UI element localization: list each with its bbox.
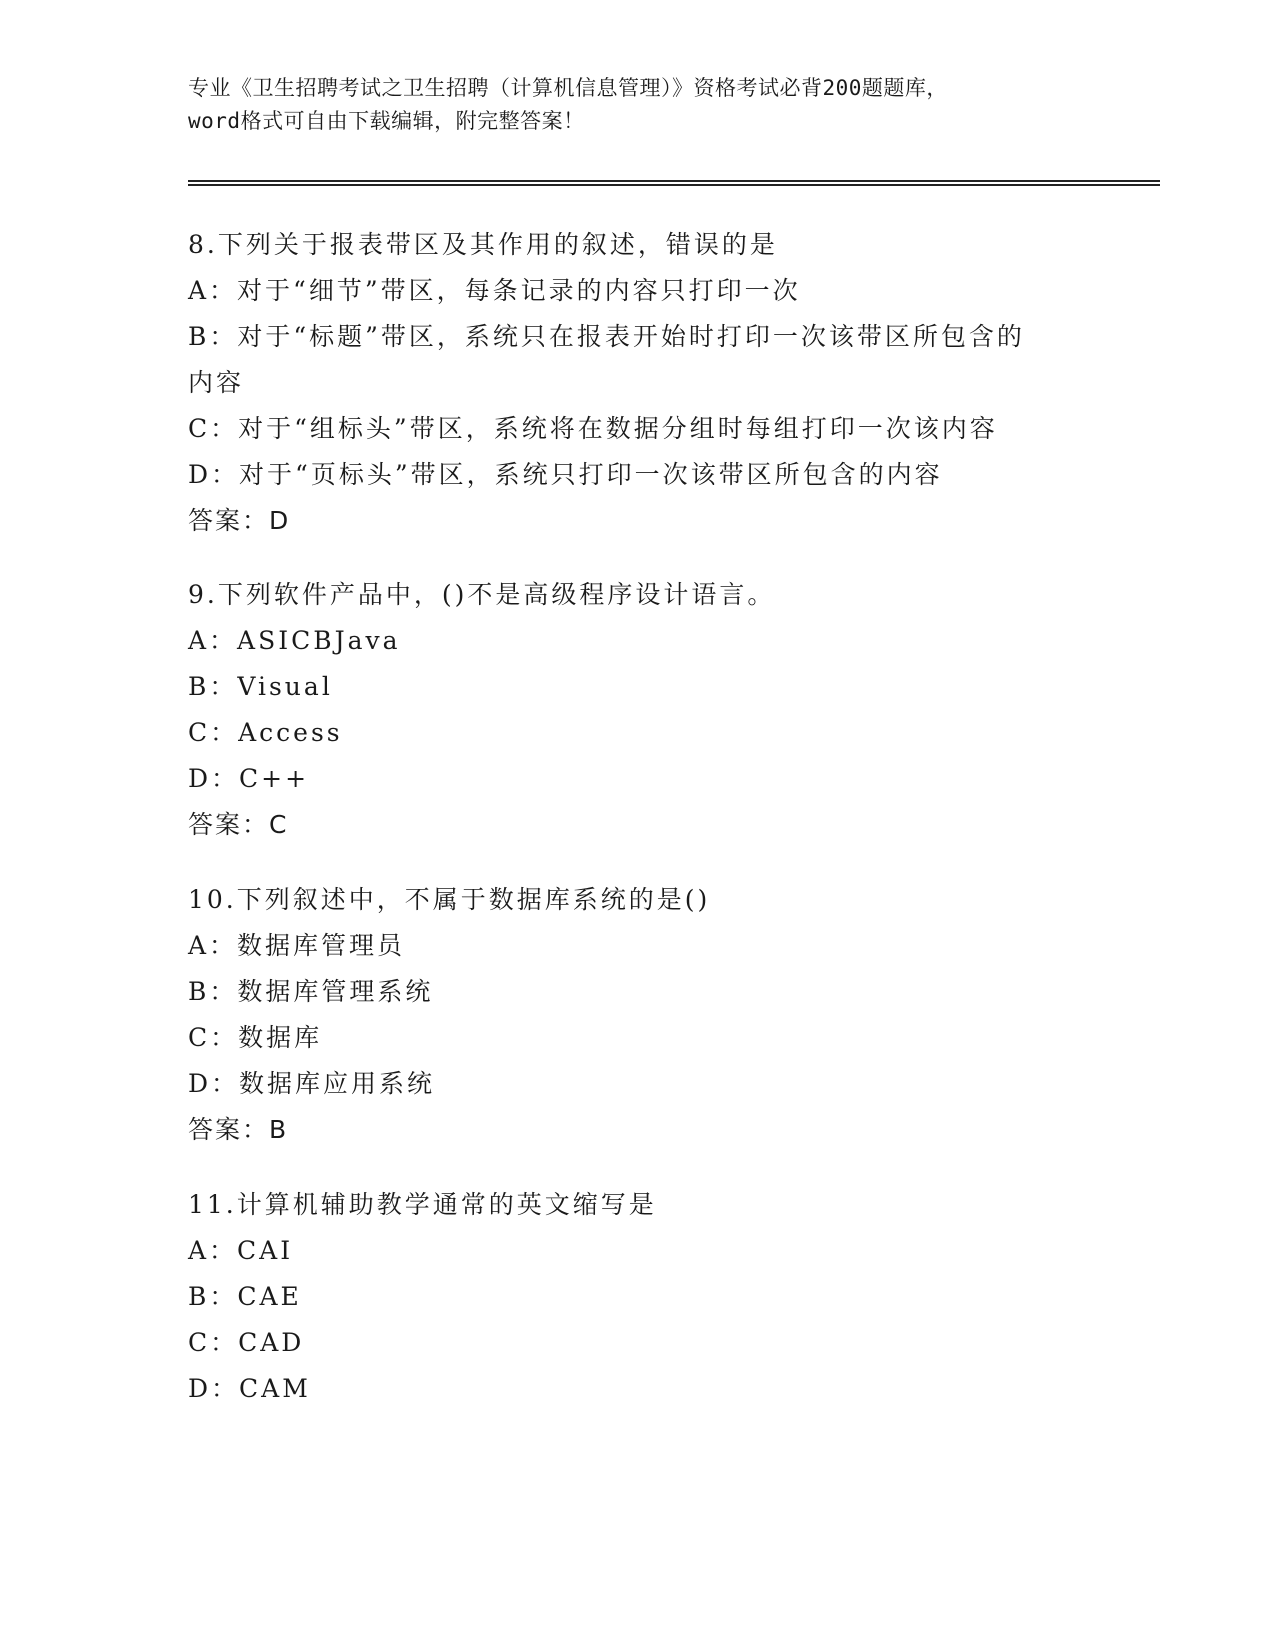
option-b: B：CAE (188, 1282, 302, 1311)
header-line-2: word格式可自由下载编辑，附完整答案！ (188, 109, 585, 133)
option-c: C：CAD (188, 1328, 305, 1357)
header-line-1: 专业《卫生招聘考试之卫生招聘（计算机信息管理）》资格考试必背200题题库， (188, 76, 948, 100)
option-c: C：Access (188, 718, 343, 747)
option-c: C：对于“组标头”带区，系统将在数据分组时每组打印一次该内容 (188, 414, 998, 443)
header-divider (188, 180, 1160, 186)
option-b: B：数据库管理系统 (188, 977, 434, 1006)
question-9 (188, 572, 1088, 848)
option-d: D：对于“页标头”带区，系统只打印一次该带区所包含的内容 (188, 460, 943, 489)
answer-label: 答案：D (188, 506, 291, 535)
option-a: A：ASICBJava (188, 626, 401, 655)
question-8 (188, 222, 1088, 544)
answer-label: 答案：C (188, 810, 289, 839)
answer-label: 答案：B (188, 1115, 289, 1144)
document-header (188, 72, 1088, 138)
option-a: A：对于“细节”带区，每条记录的内容只打印一次 (188, 276, 801, 305)
option-b: B：Visual (188, 672, 333, 701)
option-a: A：数据库管理员 (188, 931, 406, 960)
option-d: D：数据库应用系统 (188, 1069, 436, 1098)
option-d: D：C++ (188, 764, 310, 793)
option-b: B：对于“标题”带区，系统只在报表开始时打印一次该带区所包含的内容 (188, 322, 1025, 397)
question-stem: 10.下列叙述中，不属于数据库系统的是() (188, 885, 711, 914)
question-10 (188, 877, 1088, 1153)
option-a: A：CAI (188, 1236, 294, 1265)
question-stem: 8.下列关于报表带区及其作用的叙述，错误的是 (188, 230, 778, 259)
option-c: C：数据库 (188, 1023, 323, 1052)
question-11 (188, 1182, 1088, 1412)
question-stem: 11.计算机辅助教学通常的英文缩写是 (188, 1190, 657, 1219)
question-stem: 9.下列软件产品中，()不是高级程序设计语言。 (188, 580, 776, 609)
option-d: D：CAM (188, 1374, 311, 1403)
